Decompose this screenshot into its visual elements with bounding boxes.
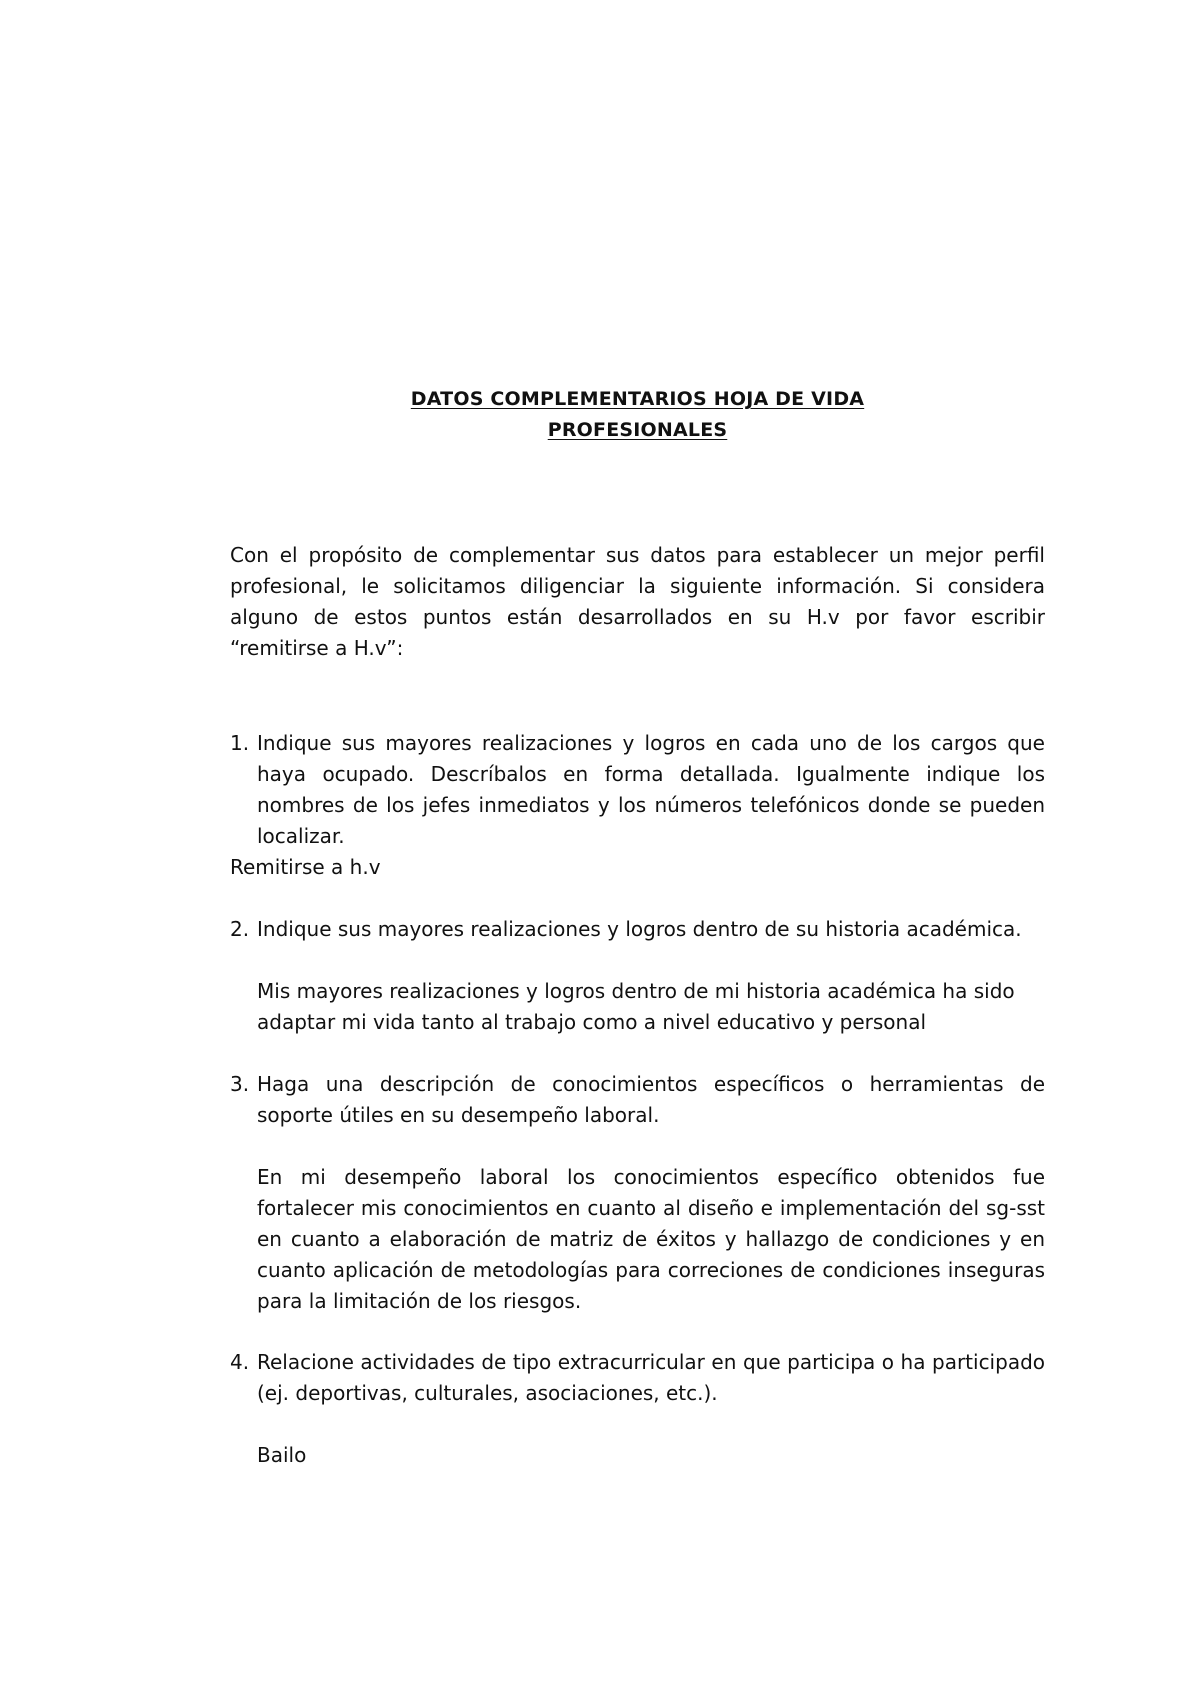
answer-2: Mis mayores realizaciones y logros dentro de mi historia académica ha sido adaptar mi vida tanto al trabajo como a nivel educativo y personal: [257, 979, 1015, 1034]
answer-1: Remitirse a h.v: [230, 855, 381, 879]
title-line-1: DATOS COMPLEMENTARIOS HOJA DE VIDA: [410, 388, 865, 410]
question-text: Haga una descripción de conocimientos específicos o herramientas de soporte útiles en su desempeño laboral.: [257, 1072, 1045, 1127]
question-number: 1.: [230, 731, 250, 755]
document-title: [230, 384, 1045, 446]
question-3: [230, 1069, 1045, 1131]
question-4-block: [230, 1347, 1045, 1471]
question-text: Indique sus mayores realizaciones y logros dentro de su historia académica.: [257, 917, 1022, 941]
question-4: [230, 1347, 1045, 1409]
question-number: 3.: [230, 1072, 250, 1096]
question-2: [230, 914, 1045, 945]
intro-paragraph: Con el propósito de complementar sus datos para establecer un mejor perfil profesional, le solicitamos diligenciar la siguiente información. Si considera alguno de estos puntos están desarrollados en su H.v por favor escribir “remitirse a H.v”:: [230, 543, 1045, 660]
question-text: Indique sus mayores realizaciones y logros en cada uno de los cargos que haya ocupado. Descríbalos en forma detallada. Igualmente indique los nombres de los jefes inmediatos y los números telefónicos donde se pueden localizar.: [257, 731, 1045, 848]
question-number: 4.: [230, 1350, 250, 1374]
answer-4: Bailo: [257, 1443, 307, 1467]
question-2-block: [230, 914, 1045, 1038]
title-line-2: PROFESIONALES: [547, 419, 728, 441]
question-text: Relacione actividades de tipo extracurricular en que participa o ha participado (ej. deportivas, culturales, asociaciones, etc.).: [257, 1350, 1045, 1405]
answer-3: En mi desempeño laboral los conocimientos específico obtenidos fue fortalecer mis conocimientos en cuanto al diseño e implementación del sg-sst en cuanto a elaboración de matriz de éxitos y hallazgo de condiciones y en cuanto aplicación de metodologías para correciones de condiciones inseguras para la limitación de los riesgos.: [257, 1165, 1045, 1313]
question-1-block: [230, 728, 1045, 883]
question-1: [230, 728, 1045, 852]
question-number: 2.: [230, 917, 250, 941]
question-3-block: [230, 1069, 1045, 1317]
